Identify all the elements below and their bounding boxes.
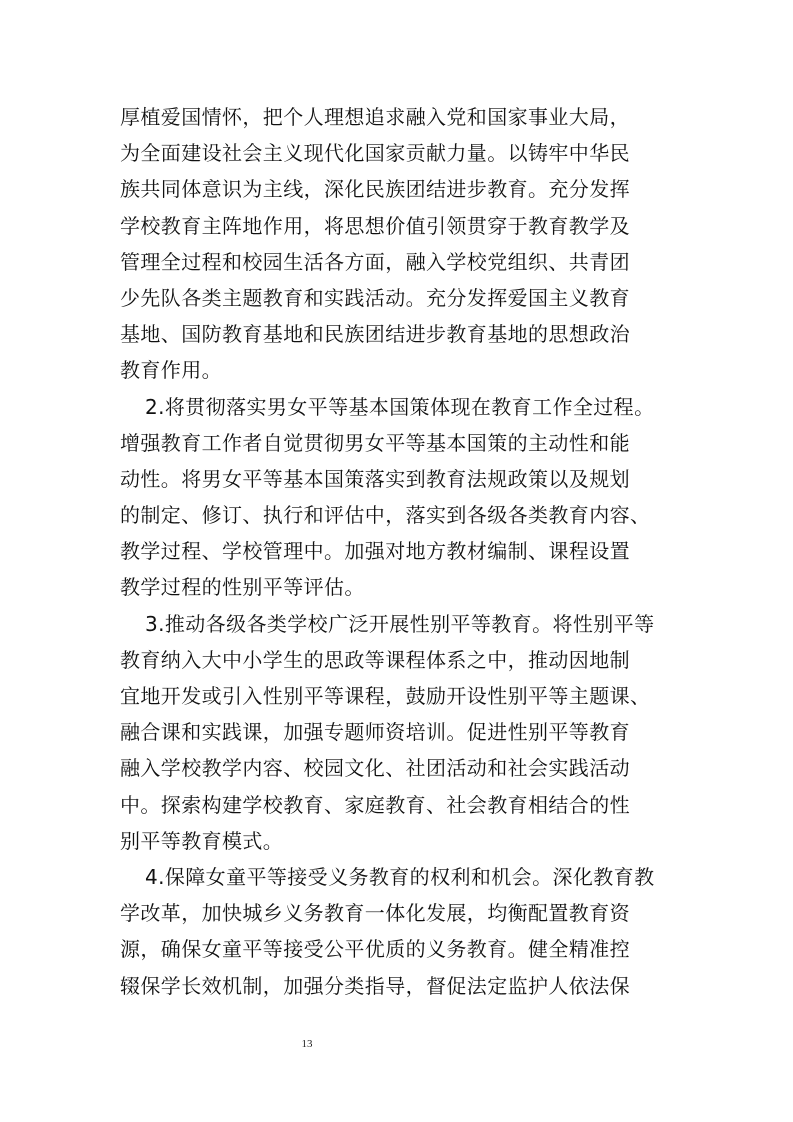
text-line: 的制定、修订、执行和评估中，落实到各级各类教育内容、 (120, 503, 651, 528)
text-line: 少先队各类主题教育和实践活动。充分发挥爱国主义教育 (120, 285, 630, 310)
text-line: 融入学校教学内容、校园文化、社团活动和社会实践活动 (120, 756, 630, 781)
text-line: 中。探索构建学校教育、家庭教育、社会教育相结合的性 (120, 792, 630, 817)
text-line: 源，确保女童平等接受公平优质的义务教育。健全精准控 (120, 937, 630, 962)
text-line: 别平等教育模式。 (120, 828, 284, 853)
body-text (120, 99, 680, 1004)
text-line: 教学过程、学校管理中。加强对地方教材编制、课程设置 (120, 539, 630, 564)
text-line: 学改革，加快城乡义务教育一体化发展，均衡配置教育资 (120, 901, 630, 926)
text-line: 辍保学长效机制，加强分类指导，督促法定监护人依法保 (120, 973, 630, 998)
paragraph-3-first-line: 3.推动各级各类学校广泛开展性别平等教育。将性别平等 (145, 611, 655, 636)
text-line: 基地、国防教育基地和民族团结进步教育基地的思想政治 (120, 322, 630, 347)
text-line: 为全面建设社会主义现代化国家贡献力量。以铸牢中华民 (120, 141, 630, 166)
text-line: 宜地开发或引入性别平等课程，鼓励开设性别平等主题课、 (120, 684, 651, 708)
text-line: 融合课和实践课，加强专题师资培训。促进性别平等教育 (120, 720, 630, 745)
text-line: 族共同体意识为主线，深化民族团结进步教育。充分发挥 (120, 177, 630, 202)
text-line: 教学过程的性别平等评估。 (120, 575, 365, 600)
text-line: 厚植爱国情怀，把个人理想追求融入党和国家事业大局， (120, 105, 630, 129)
text-line: 增强教育工作者自觉贯彻男女平等基本国策的主动性和能 (120, 430, 630, 455)
text-line: 教育作用。 (120, 358, 222, 383)
page-number: 13 (301, 1038, 313, 1050)
paragraph-2-first-line: 2.将贯彻落实男女平等基本国策体现在教育工作全过程。 (145, 394, 655, 419)
text-line: 教育纳入大中小学生的思政等课程体系之中，推动因地制 (120, 647, 630, 672)
text-line: 动性。将男女平等基本国策落实到教育法规政策以及规划 (120, 466, 630, 491)
text-line: 学校教育主阵地作用，将思想价值引领贯穿于教育教学及 (120, 213, 630, 238)
text-line: 管理全过程和校园生活各方面，融入学校党组织、共青团 (120, 249, 630, 274)
paragraph-4-first-line: 4.保障女童平等接受义务教育的权利和机会。深化教育教 (145, 864, 655, 889)
